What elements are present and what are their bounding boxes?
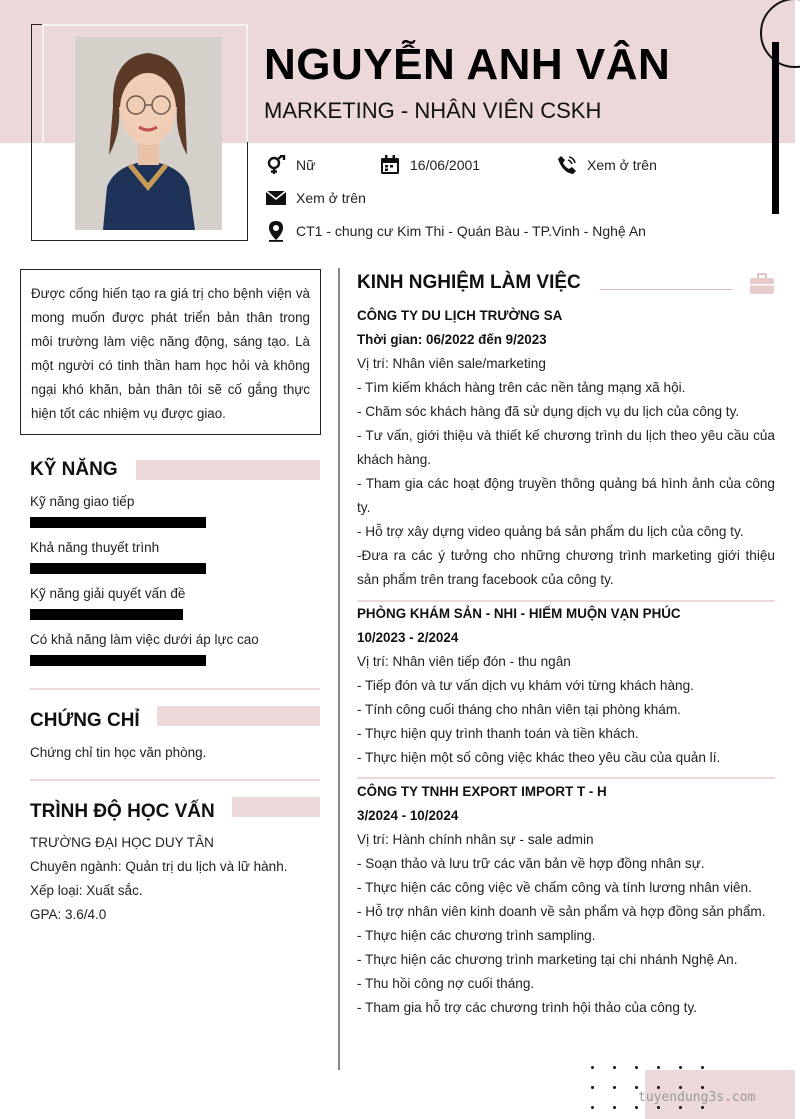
contact-phone bbox=[556, 154, 657, 176]
education-grade: Xếp loại: Xuất sắc. bbox=[30, 883, 143, 898]
job-position: Vị trí: Nhân viên tiếp đón - thu ngân bbox=[357, 654, 571, 669]
skill-bar bbox=[30, 655, 206, 666]
job-task: - Hỗ trợ nhân viên kinh doanh về sản phẩm và hợp đồng sản phẩm. bbox=[357, 904, 766, 919]
education-major: Chuyên ngành: Quản trị du lịch và lữ hành. bbox=[30, 859, 288, 874]
career-objective: Được cống hiến tạo ra giá trị cho bệnh viện và mong muốn được phát triển bản thân trong môi trường làm việc năng động, sáng tạo. Là một người có tinh thần ham học hỏi và không ngại khó khăn, bản thân tôi sẽ cố gắng thực hiện tốt các nhiệm vụ được giao. bbox=[20, 269, 321, 435]
decorative-dot bbox=[679, 1086, 682, 1089]
divider bbox=[30, 688, 320, 690]
decorative-dot bbox=[613, 1106, 616, 1109]
contact-gender bbox=[265, 154, 315, 176]
experience-job bbox=[357, 304, 775, 592]
decorative-dot bbox=[679, 1106, 682, 1109]
decorative-dot bbox=[635, 1086, 638, 1089]
experience-job bbox=[357, 602, 775, 770]
phone-icon bbox=[556, 154, 578, 176]
decorative-dot bbox=[635, 1066, 638, 1069]
skills-title: KỸ NĂNG bbox=[30, 459, 118, 480]
job-task: - Hỗ trợ xây dựng video quảng bá sản phẩm du lịch của công ty. bbox=[357, 524, 744, 539]
decorative-dot bbox=[591, 1106, 594, 1109]
education-title: TRÌNH ĐỘ HỌC VẤN bbox=[30, 801, 215, 822]
experience-job bbox=[357, 780, 775, 1020]
skill-label: Kỹ năng giao tiếp bbox=[30, 494, 135, 509]
candidate-job-title: MARKETING - NHÂN VIÊN CSKH bbox=[264, 98, 602, 123]
skill-bar bbox=[30, 517, 206, 528]
decorative-dot bbox=[591, 1066, 594, 1069]
address-value: CT1 - chung cư Kim Thi - Quán Bàu - TP.Vinh - Nghệ An bbox=[296, 223, 646, 239]
job-task: -Đưa ra các ý tưởng cho những chương trình marketing giới thiệu sản phẩm trên trang facebook của công ty. bbox=[357, 548, 775, 587]
certificate-item: Chứng chỉ tin học văn phòng. bbox=[30, 745, 207, 760]
certificates-title-bar bbox=[157, 706, 320, 726]
decorative-dot bbox=[635, 1106, 638, 1109]
job-task: - Soạn thảo và lưu trữ các văn bản về hợp đồng nhân sự. bbox=[357, 856, 705, 871]
gender-icon bbox=[265, 154, 287, 176]
contact-birthday bbox=[379, 154, 480, 176]
decorative-dot bbox=[701, 1066, 704, 1069]
decorative-dot bbox=[657, 1106, 660, 1109]
watermark: tuyendung3s.com bbox=[638, 1090, 756, 1105]
candidate-name: NGUYỄN ANH VÂN bbox=[264, 40, 671, 89]
column-divider bbox=[338, 268, 340, 1070]
calendar-icon bbox=[379, 154, 401, 176]
skill-bar bbox=[30, 609, 183, 620]
birthday-value: 16/06/2001 bbox=[410, 157, 481, 173]
education-title-bar bbox=[232, 797, 320, 817]
decorative-dot bbox=[657, 1086, 660, 1089]
job-company: PHÒNG KHÁM SẢN - NHI - HIẾM MUỘN VẠN PHÚC bbox=[357, 606, 681, 621]
job-company: CÔNG TY TNHH EXPORT IMPORT T - H bbox=[357, 784, 607, 799]
decorative-dot bbox=[613, 1086, 616, 1089]
job-task: - Thực hiện các chương trình sampling. bbox=[357, 928, 596, 943]
skill-label: Khả năng thuyết trình bbox=[30, 540, 160, 555]
mail-icon bbox=[265, 187, 287, 209]
job-task: - Thực hiện một số công việc khác theo yêu cầu của quản lí. bbox=[357, 750, 721, 765]
decorative-dot bbox=[591, 1086, 594, 1089]
gender-value: Nữ bbox=[296, 157, 316, 173]
decorative-dot bbox=[679, 1066, 682, 1069]
decorative-bar bbox=[772, 42, 779, 214]
job-task: - Tiếp đón và tư vấn dịch vụ khám với từng khách hàng. bbox=[357, 678, 694, 693]
job-position: Vị trí: Hành chính nhân sự - sale admin bbox=[357, 832, 594, 847]
decorative-dot bbox=[613, 1066, 616, 1069]
job-task: - Tham gia các hoạt động truyền thông quảng bá hình ảnh của công ty. bbox=[357, 476, 775, 515]
divider bbox=[357, 777, 775, 779]
profile-photo bbox=[75, 37, 222, 230]
education-gpa: GPA: 3.6/4.0 bbox=[30, 907, 107, 922]
certificates-title: CHỨNG CHỈ bbox=[30, 710, 140, 731]
divider bbox=[30, 779, 320, 781]
job-task: - Tham gia hỗ trợ các chương trình hội thảo của công ty. bbox=[357, 1000, 698, 1015]
phone-value: Xem ở trên bbox=[587, 157, 657, 173]
job-task: - Chăm sóc khách hàng đã sử dụng dịch vụ du lịch của công ty. bbox=[357, 404, 740, 419]
education-school: TRƯỜNG ĐẠI HỌC DUY TÂN bbox=[30, 835, 214, 850]
briefcase-icon bbox=[749, 273, 775, 295]
skill-bar bbox=[30, 563, 206, 574]
decorative-dot bbox=[657, 1066, 660, 1069]
job-company: CÔNG TY DU LỊCH TRƯỜNG SA bbox=[357, 308, 563, 323]
job-task: - Thực hiện các công việc về chấm công và tính lương nhân viên. bbox=[357, 880, 752, 895]
experience-title: KINH NGHIỆM LÀM VIỆC bbox=[357, 272, 581, 293]
decorative-dot bbox=[701, 1106, 704, 1109]
job-task: - Thực hiện quy trình thanh toán và tiền khách. bbox=[357, 726, 639, 741]
skill-label: Có khả năng làm việc dưới áp lực cao bbox=[30, 632, 259, 647]
skills-title-bar bbox=[136, 460, 320, 480]
contact-email bbox=[265, 187, 366, 209]
location-pin-icon bbox=[265, 220, 287, 242]
skill-label: Kỹ năng giải quyết vấn đề bbox=[30, 586, 186, 601]
job-period: 10/2023 - 2/2024 bbox=[357, 630, 459, 645]
job-task: - Thực hiện các chương trình marketing tại chi nhánh Nghệ An. bbox=[357, 952, 738, 967]
job-period: Thời gian: 06/2022 đến 9/2023 bbox=[357, 332, 547, 347]
job-period: 3/2024 - 10/2024 bbox=[357, 808, 459, 823]
job-task: - Thu hồi công nợ cuối tháng. bbox=[357, 976, 535, 991]
contact-address bbox=[265, 220, 646, 242]
decorative-dot bbox=[701, 1086, 704, 1089]
job-position: Vị trí: Nhân viên sale/marketing bbox=[357, 356, 546, 371]
job-task: - Tìm kiếm khách hàng trên các nền tảng mạng xã hội. bbox=[357, 380, 686, 395]
email-value: Xem ở trên bbox=[296, 190, 366, 206]
job-task: - Tư vấn, giới thiệu và thiết kế chương trình du lịch theo yêu cầu của khách hàng. bbox=[357, 428, 775, 467]
experience-title-line bbox=[600, 289, 733, 290]
job-task: - Tính công cuối tháng cho nhân viên tại phòng khám. bbox=[357, 702, 681, 717]
